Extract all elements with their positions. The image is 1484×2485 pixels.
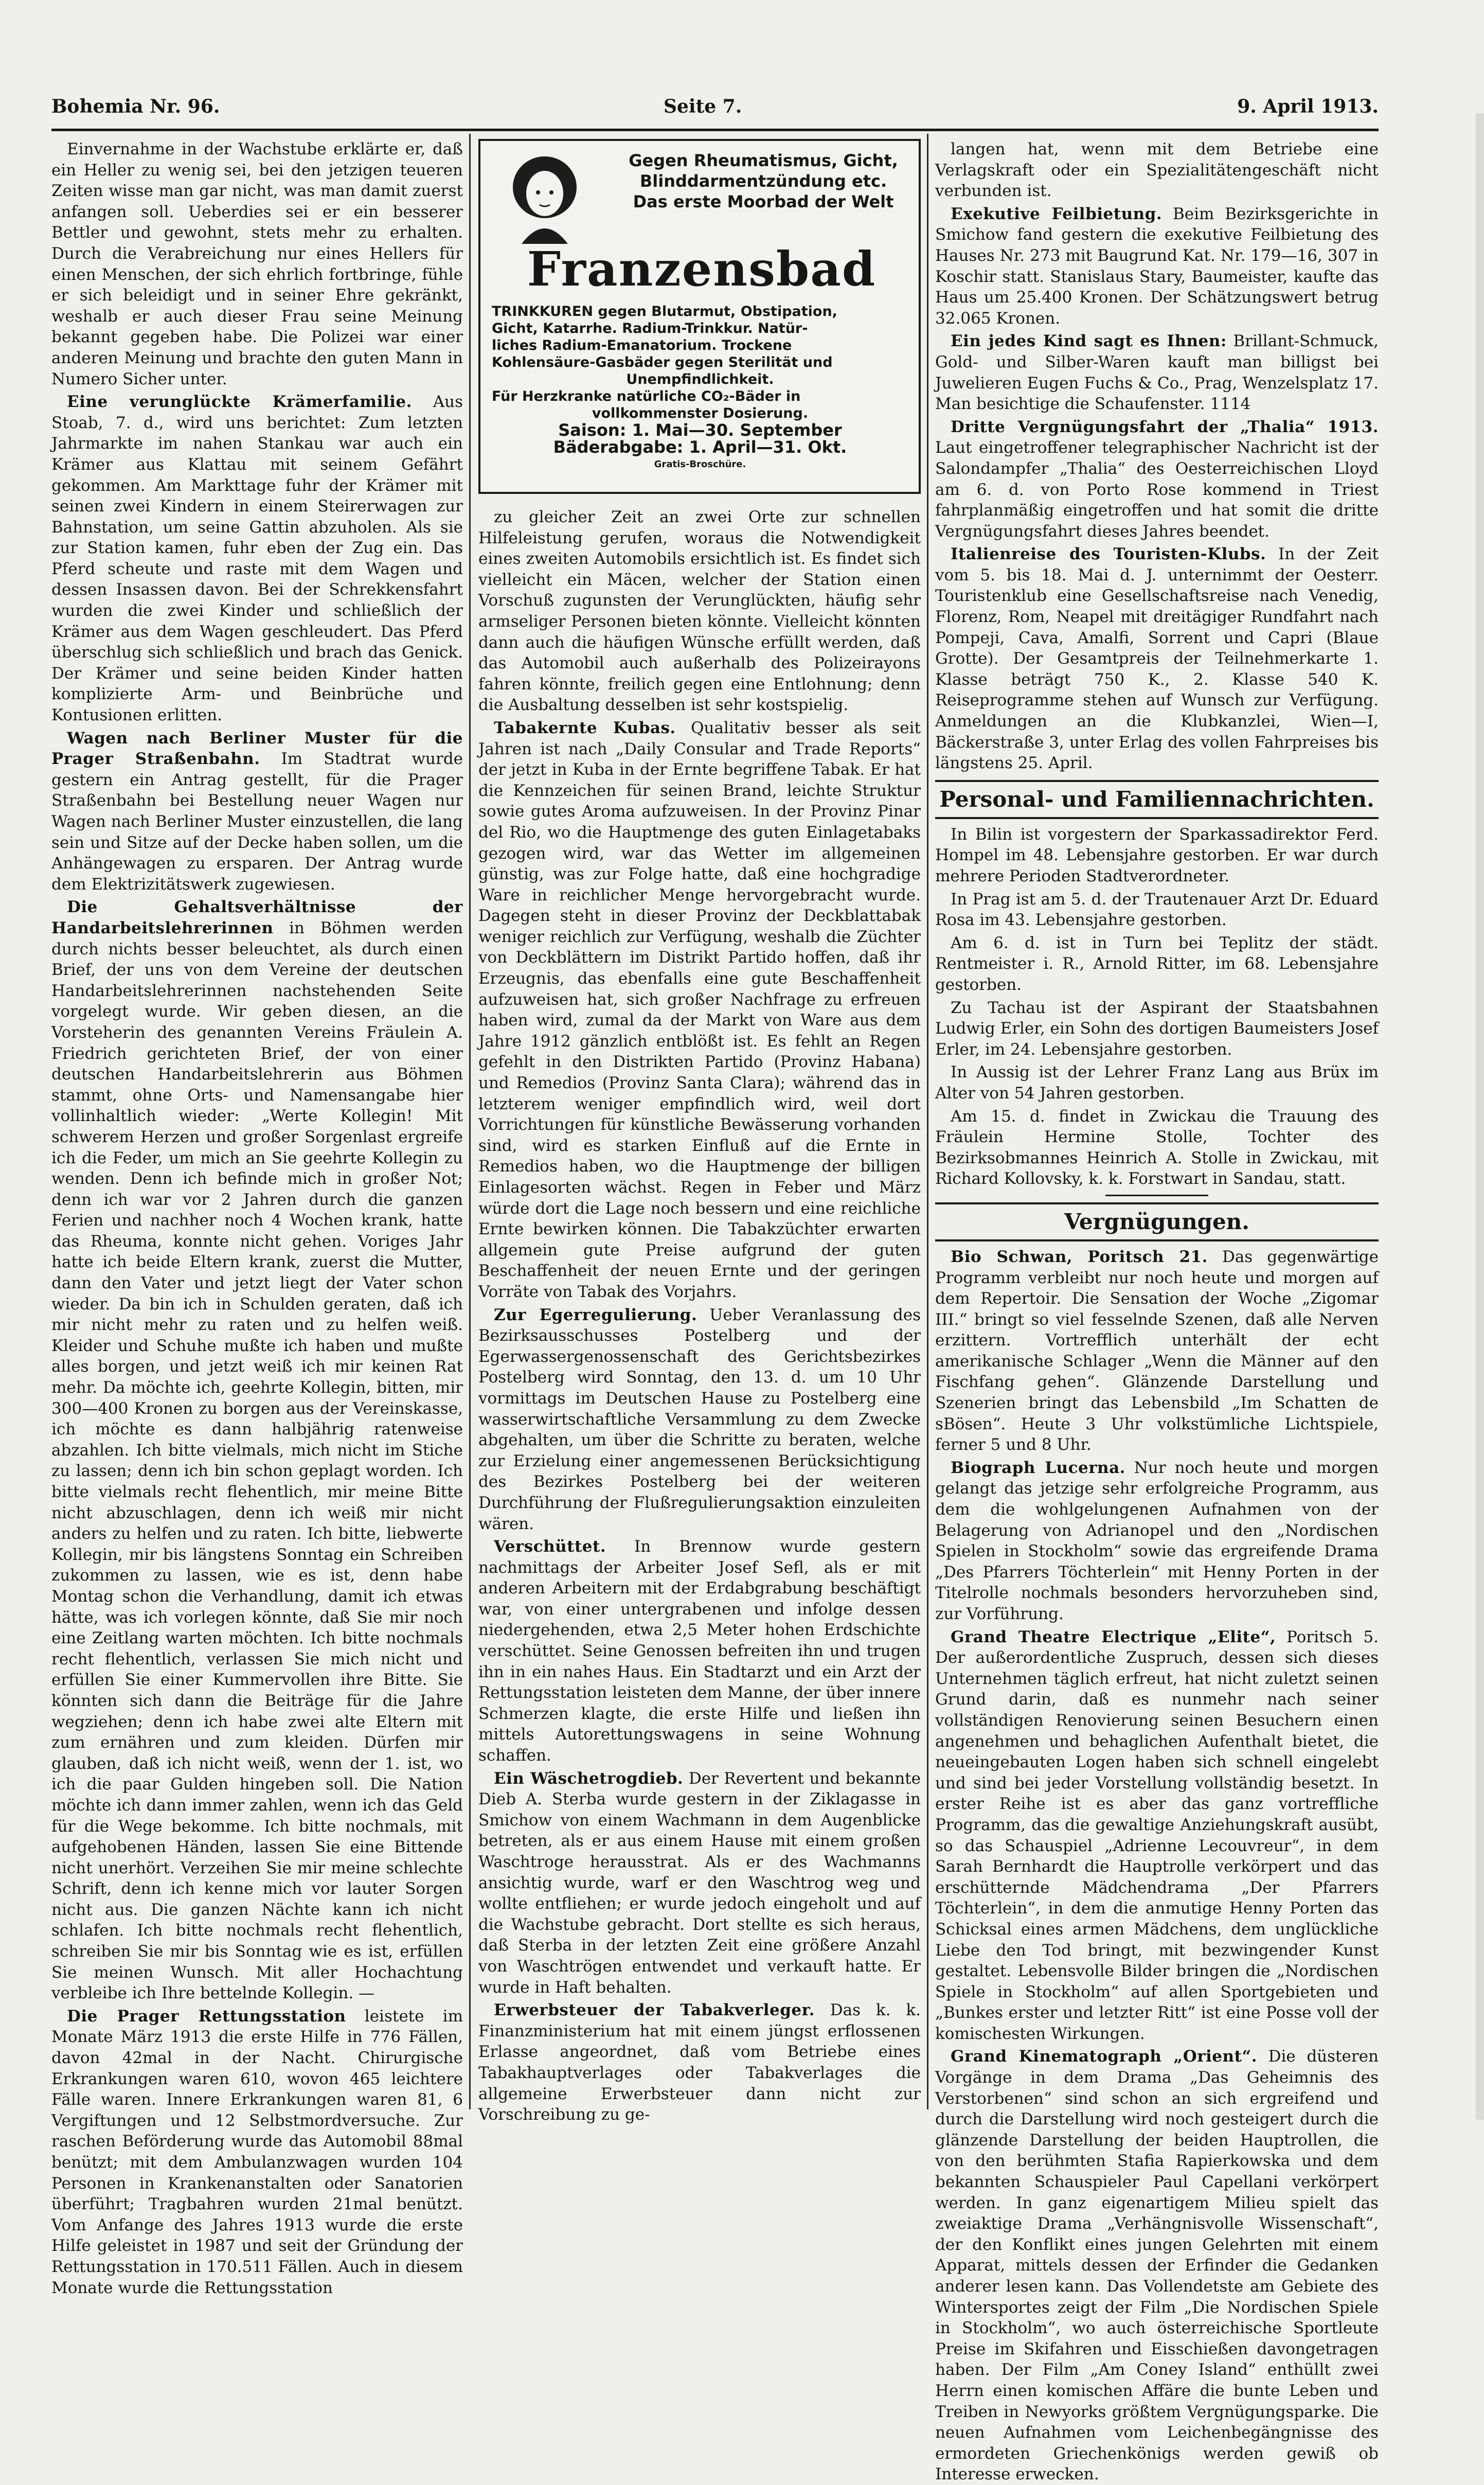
ad-tagline (619, 150, 907, 212)
article-text: Der Revertent und bekannte Dieb A. Sterba wurde gestern in der Ziklagasse in Smichow von einem Wachmann in dem Augenblicke betreten, als er aus einem Hause mit einem großen Waschtroge herausstrat. Als er des Wachmanns ansichtig wurde, warf er den Waschtrog weg und wollte entfliehen; er wurde jedoch eingeholt und auf die Wachstube gebracht. Dort stellte es sich heraus, daß Sterba in der letzten Zeit eine größere Anzahl von Waschtrögen entwendet und verkauft hatte. Er wurde in Haft behalten. (478, 1769, 921, 1997)
article-headline: Die Gehaltsverhältnisse der Handarbeitslehrerinnen (51, 898, 463, 937)
ad-line: Gratis-Broschüre. (654, 459, 746, 470)
ad-brand-name: Franzensbad (527, 241, 877, 297)
ad-line: vollkommenster Dosierung. (592, 405, 809, 421)
column-3-personal (935, 824, 1379, 1190)
column-rule (927, 134, 928, 2109)
divider (1105, 1195, 1208, 1196)
article-paragraph (935, 204, 1379, 329)
header-left: Bohemia Nr. 96. (51, 96, 220, 117)
article-paragraph (51, 728, 463, 895)
header-date: 9. April 1913. (1237, 96, 1379, 117)
article-text: Ueber Veranlassung des Bezirksausschusses Postelberg und der Egerwassergenossenschaft des Gerichtsbezirkes Postelberg wird Sonntag, den 13. d. um 10 Uhr vormittags im Deutschen Hause zu Postelberg eine wasserwirtschaftliche Versammlung zu dem Zwecke abgehalten, um über die Schritte zu beraten, welche zur Erzielung einer angemessenen Berücksichtigung des Bezirkes Postelberg bei der weiteren Durchführung der Flußregulierungsaktion einzuleiten wären. (478, 1305, 921, 1533)
article-headline: Tabakernte Kubas. (494, 718, 676, 737)
article-paragraph (935, 1247, 1379, 1455)
article-paragraph (478, 507, 921, 716)
article-text: zu gleicher Zeit an zwei Orte zur schnellen Hilfeleistung gerufen, woraus die Notwendigkeit eines zweiten Automobils ersichtlich ist. Es findet sich vielleicht ein Mäcen, welcher der Station einen Vorschuß zugunsten der Verunglückten, häufig sehr armseliger Personen bieten könnte. Vielleicht könnten dann auch die häufigen Wünsche erfüllt werden, daß das Automobil auch außerhalb des Polizeirayons fahren könnte, freilich gegen eine Entlohnung; denn die Ausbaltung desselben ist sehr kostspielig. (478, 508, 921, 715)
article-paragraph (51, 392, 463, 726)
article-paragraph (935, 1106, 1379, 1190)
article-text: Die düsteren Vorgänge in dem Drama „Das Geheimnis des Verstorbenen“ sind schon an sich ergreifend und durch die Darstellung wird noch gesteigert durch die glänzende Darstellung der beiden Hauptrollen, die von den berühmten Stafia Rapierkowska und dem bekannten Schauspieler Paul Capellani verkörpert werden. In ganz eigenartigem Milieu spielt das zweiaktige Drama „Verhängnisvolle Wissenschaft“, der den Konflikt eines jungen Gelehrten mit einem Apparat, mittels dessen der Erfinder die Gedanken anderer lesen kann. Das Vollendetste am Gebiete des Wintersportes zeigt der Film „Die Nordischen Spiele in Stockholm“, wo auch österreichische Sportleute Preise im Skifahren und Eisschießen davongetragen haben. Der Film „Am Coney Island“ enthüllt zwei Herrn einen komischen Affäre die bunte Leben und Treiben in Newyorks größtem Vergnügungsparke. Die neuen Aufnahmen vom Leichenbegängnisse des ermordeten Griechenkönigs werden gewiß ob Interesse erwecken. (935, 2047, 1379, 2484)
article-text: Beim Bezirksgerichte in Smichow fand gestern die exekutive Feilbietung des Hauses Nr. 273 mit Baugrund Kat. Nr. 179—16, 307 in Koschir statt. Stanislaus Stary, Baumeister, kaufte das Haus um 25.400 Kronen. Der Schätzungswert betrug 32.065 Kronen. (935, 204, 1379, 328)
article-paragraph (478, 2000, 921, 2125)
article-headline: Verschüttet. (494, 1537, 606, 1556)
article-paragraph (935, 824, 1379, 887)
article-text: In Brennow wurde gestern nachmittags der Arbeiter Josef Sefl, als er mit anderen Arbeitern mit der Erdabgrabung beschäftigt war, von einer untergrabenen und infolge dessen niedergehenden, etwa 2,5 Meter hohen Erdschichte verschüttet. Seine Genossen befreiten ihn und trugen ihn in ein nahes Haus. Ein Stadtarzt und ein Arzt der Rettungsstation leisteten dem Manne, der über innere Schmerzen klagte, die erste Hilfe und ließen ihn mittels Autorettungswagens in seine Wohnung schaffen. (478, 1537, 921, 1765)
ad-line: Bäderabgabe: 1. April—31. Okt. (553, 437, 847, 457)
article-headline: Ein jedes Kind sagt es Ihnen: (951, 332, 1227, 351)
header-page-number: Seite 7. (664, 96, 742, 117)
article-headline: Biograph Lucerna. (951, 1458, 1125, 1477)
page-edge (1476, 113, 1484, 2120)
article-headline: Eine verunglückte Krämerfamilie. (67, 393, 412, 412)
article-text: Am 15. d. findet in Zwickau die Trauung des Fräulein Hermine Stolle, Tochter des Bezirksobmannes Heinrich A. Stolle in Zwickau, mit Richard Kollovsky, k. k. Forstwart in Sandau, statt. (935, 1107, 1379, 1188)
article-paragraph (935, 2046, 1379, 2484)
article-headline: Grand Theatre Electrique „Elite“, (951, 1627, 1276, 1646)
article-text: Das gegenwärtige Programm verbleibt nur noch heute und morgen auf dem Repertoir. Die Sensation der Woche „Zigomar III.“ bringt so viel fesselnde Szenen, daß alle Nerven erzittern. Vortrefflich unterhält der echt amerikanische Schlager „Wenn die Männer auf den Fischfang gehen“. Glänzende Darstellung und Szenerien bringt das Lebensbild „Im Schatten de sBösen“. Heute 3 Uhr volkstümliche Lichtspiele, ferner 5 und 8 Uhr. (935, 1247, 1379, 1454)
article-text: Einvernahme in der Wachstube erklärte er, daß ein Heller zu wenig sei, bei den jetzigen teueren Zeiten wisse man gar nicht, was man damit zuerst anfangen soll. Ueberdies sei er ein besserer Bettler und gewohnt, stets mehr zu erhalten. Durch die Verabreichung nur eines Hellers für einen Menschen, der sich ehrlich fortbringe, fühle er sich beleidigt und in seiner Ehre gekränkt, weshalb er auch dieser Frau seine Meinung bekannt gegeben habe. Die Polizei war einer anderen Meinung und brachte den guten Mann in Numero Sicher unter. (51, 140, 463, 388)
ad-line: Unempfindlichkeit. (626, 371, 774, 387)
article-paragraph (478, 1536, 921, 1766)
column-rule (469, 134, 471, 2109)
article-headline: Erwerbsteuer der Tabakverleger. (494, 2001, 815, 2020)
article-text: Das k. k. Finanzministerium hat mit einem jüngst erflossenen Erlasse angeordnet, daß vom Betriebe eines Tabakhauptverlages oder Tabakverlages die allgemeine Erwerbsteuer dann nicht zur Vorschreibung zu ge- (478, 2001, 921, 2124)
column-3-entertainment (935, 1247, 1379, 2485)
article-text: leistete im Monate März 1913 die erste Hilfe in 776 Fällen, davon 42mal in der Nacht. Chirurgische Erkrankungen waren 610, wovon 465 leichtere Fälle waren. Innere Erkrankungen waren 81, 6 Vergiftungen und 12 Selbstmordversuche. Zur raschen Beförderung wurde das Automobil 88mal benützt; mit dem Ambulanzwagen wurden 104 Personen in Krankenanstalten oder Sanatorien überführt; Tragbahren wurden 21mal benützt. Vom Anfange des Jahres 1913 wurde die erste Hilfe geleistet in 1987 und seit der Gründung der Rettungsstation in 170.511 Fällen. Auch in diesem Monate wurde die Rettungsstation (51, 2007, 463, 2297)
article-text: Qualitativ besser als seit Jahren ist nach „Daily Consular and Trade Reports“ der jetzt in Kuba in der Ernte begriffene Tabak. Er hat die Kennzeichen für seinen Brand, leichte Struktur sowie gutes Aroma aufzuweisen. In der Provinz Pinar del Rio, wo die Hauptmenge des guten Einlagetabaks gezogen wird, war das Wetter im allgemeinen günstig, was zur Folge hatte, daß eine hochgradige Ware in reichlicher Menge hervorgebracht wurde. Dagegen steht in dieser Provinz der Deckblattabak weniger reichlich zur Verfügung, weshalb die Züchter von Deckblättern im Distrikt Partido hoffen, daß ihr Erzeugnis, das ebenfalls eine gute Beschaffenheit aufzuweisen hat, sich großer Nachfrage zu erfreuen haben wird, zumal da der Markt von Ware aus dem Jahre 1912 gänzlich entblößt ist. Es fehlt an Regen gefehlt in den Distrikten Partido (Provinz Habana) und Remedios (Provinz Santa Clara); während das in letzterem weniger empfindlich wird, weil dort Vorrichtungen für künstliche Bewässerung vorhanden sind, wird es starken Einfluß auf die Ernte in Remedios haben, wo die Hauptmenge der billigen Einlagesorten wächst. Regen in Feber und März würde dort die Lage noch bessern und eine reichliche Ernte bewirken können. Die Tabakzüchter erwarten allgemein gute Preise aufgrund der guten Beschaffenheit der neuen Ernte und der geringen Vorräte von Tabak des Vorjahrs. (478, 718, 921, 1301)
article-paragraph (935, 998, 1379, 1060)
article-text: In der Zeit vom 5. bis 18. Mai d. J. unternimmt der Oesterr. Touristenklub eine Gesellschaftsreise nach Venedig, Florenz, Rom, Neapel mit dreitägiger Rundfahrt nach Pompeji, Cava, Amalfi, Sorrent und Capri (Blaue Grotte). Der Gesamtpreis der Teilnehmerkarte 1. Klasse beträgt 750 K., 2. Klasse 540 K. Reiseprogramme stehen auf Wunsch zur Verfügung. Anmeldungen an die Klubkanzlei, Wien—I, Bäckerstraße 3, unter Erlag des vollen Fahrpreises bis längstens 25. April. (935, 545, 1379, 773)
article-text: in Böhmen werden durch nichts besser beleuchtet, als durch einen Brief, der uns von dem Vereine der deutschen Handarbeitslehrerinnen nachstehenden Seite vorgelegt wurde. Wir geben diesen, an die Vorsteherin des genannten Vereins Fräulein A. Friedrich gerichteten Brief, der von einer deutschen Handarbeitslehrerin aus Böhmen stammt, ohne Orts- und Namensangabe hier vollinhaltlich wieder: „Werte Kollegin! Mit schwerem Herzen und großer Sorgenlast ergreife ich die Feder, um mich an Sie geehrte Kollegin zu wenden. Denn ich befinde mich in großer Not; denn ich war vor 2 Jahren durch die ganzen Ferien und nachher noch 4 Wochen krank, hatte das Rheuma, konnte nicht gehen. Voriges Jahr hatte ich beide Eltern krank, zuerst die Mutter, dann den Vater und jetzt liegt der Vater schon wieder. Da bin ich in Schulden geraten, daß ich mir nicht mehr zu raten und zu helfen weiß. Kleider und Schuhe mußte ich haben und mußte alles borgen, und jetzt weiß ich mir keinen Rat mehr. Da möchte ich, geehrte Kollegin, bitten, mir 300—400 Kronen zu borgen aus der Vereinskasse, ich möchte es dann halbjährig ratenweise abzahlen. Ich bitte vielmals, mich nicht im Stiche zu lassen; denn ich bin schon geplagt worden. Ich bitte vielmals recht flehentlich, mir meine Bitte nicht abzuschlagen, denn ich weiß mir nicht anders zu helfen und zu raten. Ich bitte, liebwerte Kollegin, mir bis längstens Sonntag ein Schreiben zukommen zu lassen, wie es ist, denn habe Montag schon die Verhandlung, damit ich etwas hätte, was ich vorlegen könnte, daß Sie mir noch eine Zeitlang warten möchten. Ich bitte nochmals recht flehentlich, verlassen Sie mich nicht und erfüllen Sie einer Kummervollen ihre Bitte. Sie könnten sich dann die Beiträge für die Jahre wegziehen; denn ich habe zwei alte Eltern mit zum ernähren und zum kleiden. Dürfen mir glauben, daß ich nicht weiß, wenn der 1. ist, wo ich die paar Gulden hingeben soll. Die Nation möchte ich dann immer zahlen, wenn ich das Geld für die Wege bekomme. Ich bitte nochmals, mit aufgehobenen Händen, lassen Sie eine Bittende nicht unerhört. Verzeihen Sie mir meine schlechte Schrift, denn ich kenne mich vor lauter Sorgen nicht aus. Die ganzen Nächte kann ich nicht schlafen. Ich bitte nochmals recht flehentlich, schreiben Sie mir bis Sonntag wie es ist, erfüllen Sie meinen Wunsch. Mit aller Hochachtung verbleibe ich Ihre bettelnde Kollegin. — (51, 918, 463, 2003)
column-3 (935, 139, 1379, 2484)
article-text: Laut eingetroffener telegraphischer Nachricht ist der Salondampfer „Thalia“ des Oesterreichischen Lloyd am 6. d. von Porto Rose kommend in Triest fahrplanmäßig eingetroffen und hat somit die dritte Vergnügungsfahrt dieses Jahres beendet. (935, 438, 1379, 541)
article-text: In Aussig ist der Lehrer Franz Lang aus Brüx im Alter von 54 Jahren gestorben. (935, 1063, 1379, 1103)
article-headline: Dritte Vergnügungsfahrt der „Thalia“ 1913. (951, 417, 1379, 436)
article-paragraph (935, 1458, 1379, 1625)
column-2 (478, 507, 921, 2124)
article-paragraph (478, 1305, 921, 1535)
section-title-vergnuegungen: Vergnügungen. (935, 1202, 1379, 1241)
article-headline: Exekutive Feilbietung. (951, 204, 1163, 223)
article-paragraph (935, 331, 1379, 414)
article-headline: Bio Schwan, Poritsch 21. (951, 1247, 1208, 1266)
ad-tagline-line: Das erste Moorbad der Welt (633, 192, 894, 211)
article-text: Poritsch 5. Der außerordentliche Zuspruch, dessen sich dieses Unternehmen täglich erfreut, hat nicht zuletzt seinen Grund darin, daß es nunmehr nach seiner vollständigen Renovierung seinen Besuchern einen angenehmen und behaglichen Aufenthalt bietet, die neueingebauten Logen haben sich schnell eingelebt und sind bei jeder Vorstellung vollständig besetzt. In erster Reihe ist es aber das ganz vortreffliche Programm, das die gewaltige Anziehungskraft ausübt, so das Schauspiel „Adrienne Lecouvreur“, in dem Sarah Bernhardt die Hauptrolle verkörpert und das erschütternde Mädchendrama „Der Pfarrers Töchterlein“, in dem die anmutige Henny Porten das Schicksal eines armen Mädchens, dem unglückliche Liebe den Tod bringt, mit bezwingender Kunst gestaltet. Lebensvolle Bilder bringen die „Nordischen Spiele in Stockholm“ auf allen Sportgebieten und „Bunkes erster und letzter Ritt“ ist eine Posse voll der komischesten Wirkungen. (935, 1627, 1379, 2043)
article-text: In Bilin ist vorgestern der Sparkassadirektor Ferd. Hompel im 48. Lebensjahre gestorben. Er war durch mehrere Perioden Stadtverordneter. (935, 825, 1379, 885)
ad-tagline-line: Gegen Rheumatismus, Gicht, (629, 151, 898, 170)
article-paragraph (935, 417, 1379, 542)
ad-line: Kohlensäure-Gasbäder gegen Sterilität und (492, 354, 833, 370)
ad-line: Gicht, Katarrhe. Radium-Trinkkur. Natür- (492, 321, 808, 336)
column-3-news (935, 139, 1379, 774)
article-paragraph (478, 718, 921, 1303)
ad-line: Saison: 1. Mai—30. September (558, 420, 842, 440)
article-headline: Wagen nach Berliner Muster für die Prager Straßenbahn. (51, 729, 463, 769)
article-text: Brillant-Schmuck, Gold- und Silber-Waren kauft man billigst bei Juwelieren Eugen Fuchs & Co., Prag, Wenzelsplatz 17. Man besichtige die Schaufenster. 1114 (935, 332, 1379, 414)
article-text: Im Stadtrat wurde gestern ein Antrag gestellt, für die Prager Straßenbahn bei Bestellung neuer Wagen nur Wagen nach Berliner Muster einzustellen, die lang sein und Sitze auf der Decke haben sollen, um die Anhängewagen zu ersparen. Der Antrag wurde dem Elektrizitätswerk zugewiesen. (51, 750, 463, 894)
article-headline: Ein Wäschetrogdieb. (494, 1769, 684, 1788)
franzensbad-advertisement (478, 139, 921, 494)
article-text: Aus Stoab, 7. d., wird uns berichtet: Zum letzten Jahrmarkte im nahen Stankau war auch ein Krämer aus Klattau mit seinem Gefährt gekommen. Am Markttage fuhr der Krämer mit seinen zwei Kindern in einem Steirerwagen zur Bahnstation, um seine Gattin abzuholen. Als sie zur Station kamen, fuhr eben der Zug ein. Das Pferd scheute und raste mit dem Wagen und dessen Insassen davon. Bei der Schrekkensfahrt wurden die zwei Kinder und schließlich der Krämer aus dem Wagen geschleudert. Das Pferd überschlug sich schließlich und brach das Genick. Der Krämer und seine beiden Kinder hatten komplizierte Arm- und Beinbrüche und Kontusionen erlitten. (51, 393, 463, 725)
article-paragraph (51, 139, 463, 389)
article-paragraph (935, 139, 1379, 202)
article-paragraph (935, 544, 1379, 774)
page-header (51, 93, 1379, 131)
ad-body (492, 303, 908, 473)
article-headline: Die Prager Rettungsstation (67, 2007, 346, 2026)
ad-line: TRINKKUREN gegen Blutarmut, Obstipation, (492, 304, 837, 319)
article-headline: Zur Egerregulierung. (494, 1305, 698, 1324)
article-paragraph (478, 1768, 921, 1998)
article-paragraph (935, 889, 1379, 931)
ad-line: liches Radium-Emanatorium. Trockene (492, 338, 792, 353)
article-text: Nur noch heute und morgen gelangt das jetzige sehr erfolgreiche Programm, aus dem die wohlgelungenen Aufnahmen von der Belagerung von Adrianopel und den „Nordischen Spielen in Stockholm“ sowie das ergreifende Drama „Des Pfarrers Töchterlein“ mit Henny Porten in der Titelrolle nochmals besonders hervorzuheben sind, zur Vorführung. (935, 1458, 1379, 1623)
article-headline: Italienreise des Touristen-Klubs. (951, 545, 1266, 564)
column-1 (51, 139, 463, 2297)
article-text: Zu Tachau ist der Aspirant der Staatsbahnen Ludwig Erler, ein Sohn des dortigen Baumeisters Josef Erler, im 24. Lebensjahre gestorben. (935, 998, 1379, 1059)
article-paragraph (935, 933, 1379, 996)
ad-tagline-line: Blinddarmentzündung etc. (639, 171, 887, 191)
article-paragraph (935, 1627, 1379, 2045)
article-paragraph (51, 897, 463, 2003)
article-text: In Prag ist am 5. d. der Trautenauer Arzt Dr. Eduard Rosa im 43. Lebensjahre gestorben. (935, 890, 1379, 930)
section-title-personal: Personal- und Familiennachrichten. (935, 780, 1379, 819)
article-text: langen hat, wenn mit dem Betriebe eine Verlagskraft oder ein Spezialitätengeschäft nicht verbunden ist. (935, 140, 1379, 201)
article-headline: Grand Kinematograph „Orient“. (951, 2047, 1258, 2066)
ad-line: Für Herzkranke natürliche CO₂-Bäder in (492, 388, 801, 404)
article-text: Am 6. d. ist in Turn bei Teplitz der städt. Rentmeister i. R., Arnold Ritter, im 68. Lebensjahre gestorben. (935, 933, 1379, 994)
article-paragraph (51, 2006, 463, 2298)
article-paragraph (935, 1062, 1379, 1104)
woman-portrait-icon (501, 151, 588, 244)
